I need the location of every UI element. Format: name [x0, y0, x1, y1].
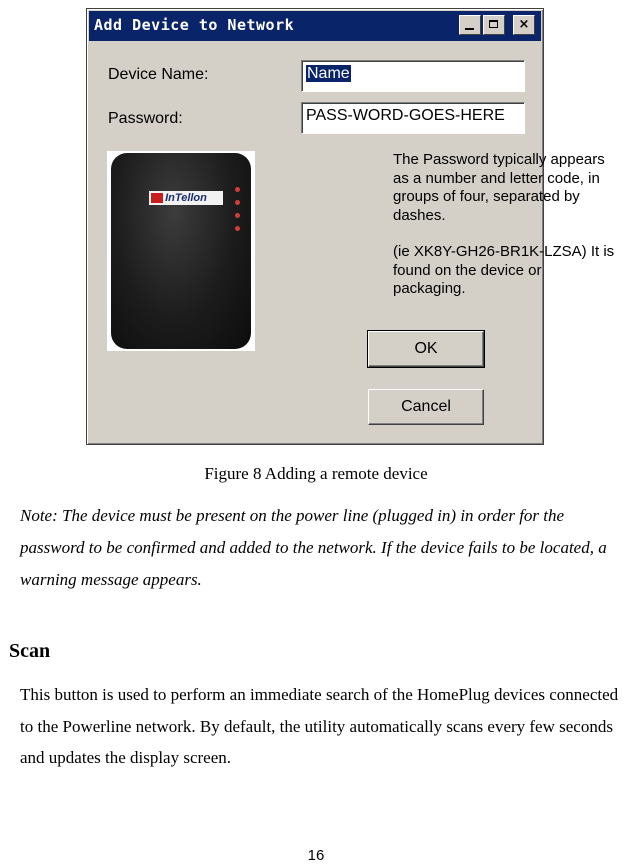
dialog-title: Add Device to Network — [94, 16, 295, 34]
section-body: This button is used to perform an immediate search of the HomePlug devices connected to the Powerline network. By default, the utility automatically scans every few seconds and updates the display screen. — [20, 685, 619, 767]
close-button[interactable] — [513, 15, 535, 35]
close-icon: × — [518, 17, 530, 32]
password-input[interactable] — [301, 102, 525, 134]
figure-caption: Figure 8 Adding a remote device — [204, 464, 428, 483]
dialog-titlebar[interactable] — [89, 11, 541, 41]
minimize-button[interactable] — [459, 15, 481, 35]
note-lead: Note: — [20, 506, 63, 525]
password-help-text — [393, 151, 618, 299]
help-paragraph-2: (ie XK8Y-GH26-BR1K-LZSA) It is found on the device or packaging. — [393, 243, 615, 297]
device-logo — [149, 191, 223, 205]
cancel-button[interactable]: Cancel — [368, 389, 484, 425]
device-image — [107, 151, 255, 351]
add-device-dialog — [86, 8, 615, 445]
maximize-icon — [489, 20, 498, 28]
ethernet-led — [235, 226, 240, 231]
password-label: Password: — [108, 110, 183, 127]
section-heading: Scan — [9, 640, 51, 662]
activity-led — [235, 213, 240, 218]
maximize-button[interactable] — [483, 15, 505, 35]
device-logo-text: InTellon — [165, 192, 207, 204]
note-block — [20, 500, 629, 596]
link-led — [235, 200, 240, 205]
device-name-input[interactable] — [301, 60, 525, 92]
ok-button[interactable]: OK — [368, 331, 484, 367]
power-led — [235, 187, 240, 192]
password-value: PASS-WORD-GOES-HERE — [306, 107, 505, 124]
device-name-value: Name — [307, 65, 350, 82]
powerline-adapter-body — [111, 153, 251, 349]
device-name-label: Device Name: — [108, 66, 209, 83]
logo-mark — [151, 193, 163, 203]
minimize-icon — [465, 28, 474, 30]
help-paragraph-1: The Password typically appears as a number and letter code, in groups of four, separated by dashes. — [393, 151, 605, 224]
page-number: 16 — [307, 847, 325, 864]
note-text: The device must be present on the power line (plugged in) in order for the password to be confirmed and added to the network. If the device fails to be located, a warning message appears. — [20, 506, 607, 589]
